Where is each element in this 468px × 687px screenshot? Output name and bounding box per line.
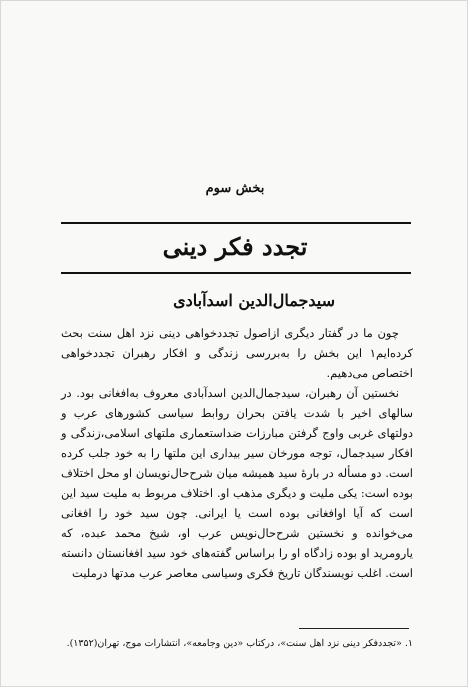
footnote: ۱. «تجددفکر دینی نزد اهل سنت»، درکتاب «دین وجامعه»، انتشارات موج، تهران(۱۳۵۲).: [66, 638, 413, 649]
part-label: بخش سوم: [205, 181, 265, 196]
section-title: سیدجمال‌الدین اسدآبادی: [173, 291, 335, 310]
body-text: [61, 323, 413, 583]
footnote-rule: [299, 628, 409, 629]
title-rule-bottom: [61, 272, 411, 274]
paragraph-2: نخستین آن رهبران، سیدجمال‌الدین اسدآبادی معروف به‌افغانی بود. در سالهای اخیر با شدت یافتن بحران روابط سیاسی کشورهای عرب و دولتهای غربی واوج گرفتن مبارزات ضداستعماری ملتهای اسلامی،زندگی و افکار سیدجمال، توجه مورخان سیر بیداری این ملتها را به خود جلب کرده است. دو مسأله در بارهٔ سید همیشه میان شرح‌حال‌نویسان او محل اختلاف بوده است: یکی ملیت و دیگری مذهب او. اختلاف مربوط به ملیت سید این است که آیا اوافغانی بوده است یا ایرانی. چون سید خود را افغانی می‌خوانده و نخستین شرح‌حال‌نویس عرب او، شیخ محمد عبده، که یارومرید او بوده زادگاه او را براساس گفته‌های خود سید افغانستان دانسته است. اغلب نویسندگان تاریخ فکری وسیاسی معاصر عرب مدتها درملیت: [61, 386, 413, 580]
title-rule-top: [61, 222, 411, 224]
chapter-title: تجدد فکر دینی: [162, 232, 308, 261]
paragraph-1: چون ما در گفتار دیگری ازاصول تجددخواهی دینی نزد اهل سنت بحث کرده‌ایم۱ این بخش را به‌بررسی زندگی و افکار رهبران تجددخواهی اختصاص می‌دهیم.: [61, 326, 413, 380]
